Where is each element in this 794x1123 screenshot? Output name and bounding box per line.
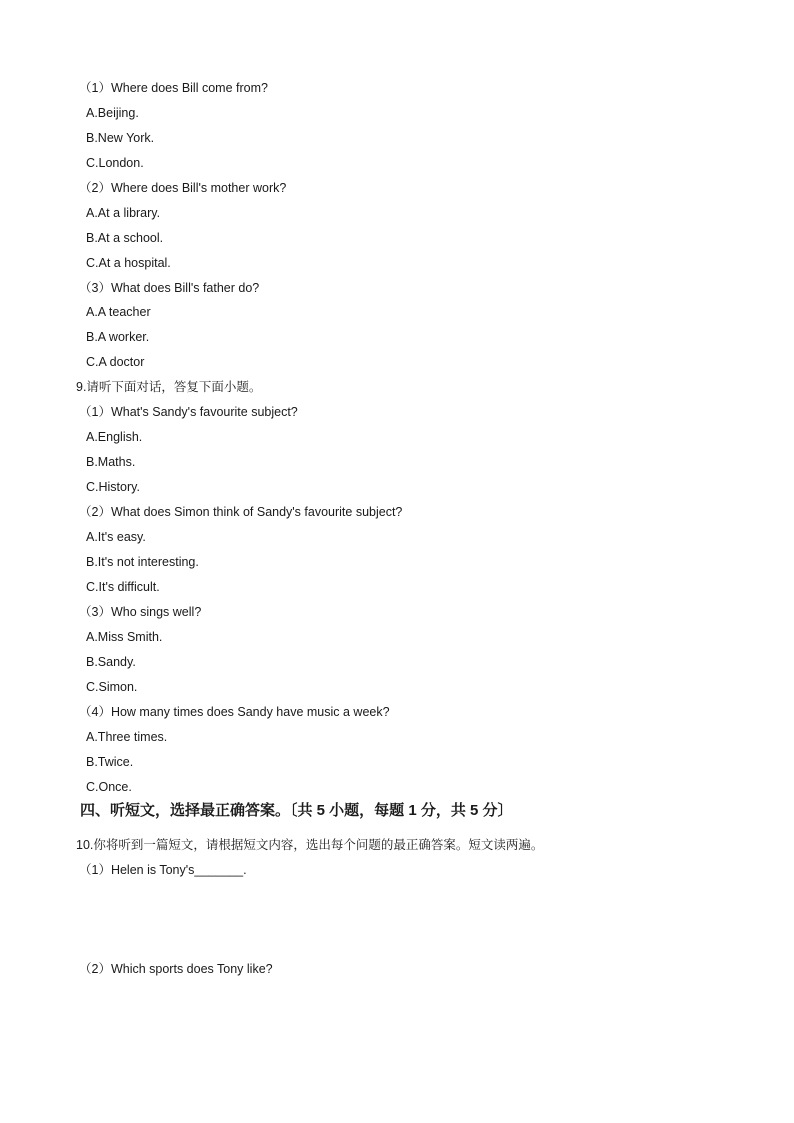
question-9-sub-3: （3）Who sings well?	[79, 605, 202, 619]
question-10-title: 10.你将听到一篇短文，请根据短文内容，选出每个问题的最正确答案。短文读两遍。	[76, 838, 544, 852]
section-4-heading: 四、听短文，选择最正确答案。〔共 5 小题，每题 1 分，共 5 分〕	[80, 802, 513, 819]
option-b: B.Sandy.	[86, 655, 136, 669]
option-a: A.A teacher	[86, 305, 151, 319]
question-8-sub-3: （3）What does Bill's father do?	[79, 281, 260, 295]
option-b: B.At a school.	[86, 231, 164, 245]
option-c: C.Once.	[86, 780, 132, 794]
question-9-sub-2: （2）What does Simon think of Sandy's favourite subject?	[79, 505, 403, 519]
question-10-sub-2: （2）Which sports does Tony like?	[79, 962, 273, 976]
option-a: A.Three times.	[86, 730, 168, 744]
option-b: B.New York.	[86, 131, 155, 145]
question-8-sub-2: （2）Where does Bill's mother work?	[79, 181, 287, 195]
option-b: B.A worker.	[86, 330, 150, 344]
option-c: C.London.	[86, 156, 144, 170]
question-10-sub-1: （1）Helen is Tony's_______.	[79, 863, 247, 877]
option-c: C.A doctor	[86, 355, 145, 369]
option-b: B.Maths.	[86, 455, 136, 469]
question-9-sub-1: （1）What's Sandy's favourite subject?	[79, 405, 298, 419]
option-a: A.Beijing.	[86, 106, 139, 120]
option-a: A.It's easy.	[86, 530, 146, 544]
option-c: C.It's difficult.	[86, 580, 160, 594]
option-b: B.It's not interesting.	[86, 555, 199, 569]
option-a: A.At a library.	[86, 206, 161, 220]
question-8-sub-1: （1）Where does Bill come from?	[79, 81, 268, 95]
option-a: A.English.	[86, 430, 143, 444]
option-b: B.Twice.	[86, 755, 134, 769]
option-a: A.Miss Smith.	[86, 630, 163, 644]
option-c: C.Simon.	[86, 680, 138, 694]
option-c: C.History.	[86, 480, 140, 494]
question-9-sub-4: （4）How many times does Sandy have music a week?	[79, 705, 390, 719]
question-9-title: 9.请听下面对话，答复下面小题。	[76, 380, 262, 394]
option-c: C.At a hospital.	[86, 256, 171, 270]
